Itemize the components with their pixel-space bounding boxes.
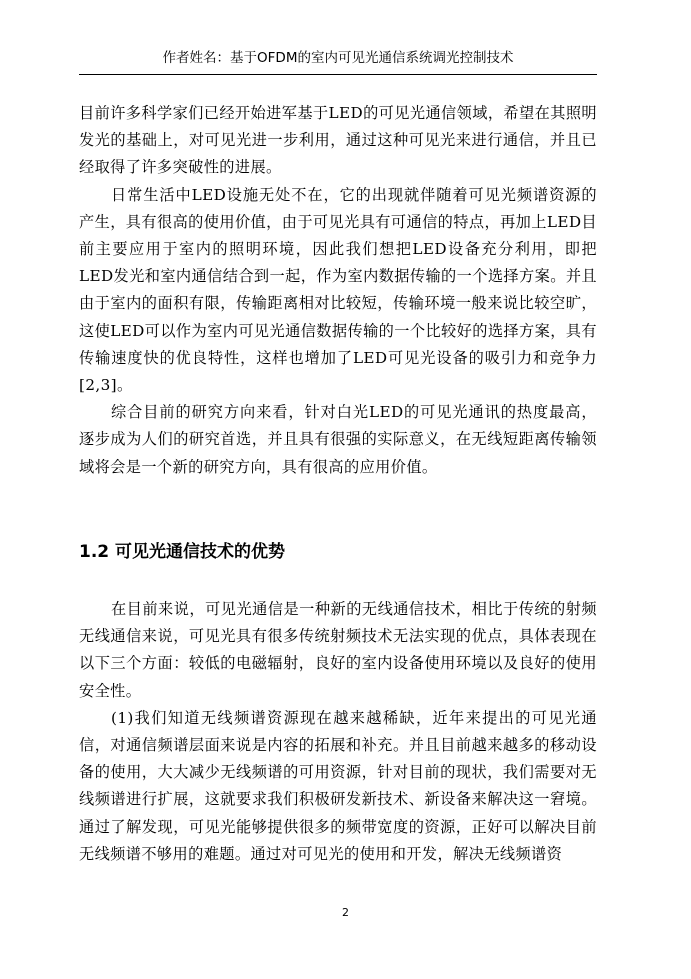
section-heading: 1.2 可见光通信技术的优势 [79,542,286,562]
body-section-bottom [79,596,597,868]
paragraph-led-everyday: 日常生活中LED设施无处不在，它的出现就伴随着可见光频谱资源的产生，具有很高的使用价值，由于可见光具有可通信的特点，再加上LED目前主要应用于室内的照明环境，因此我们想把LED设备充分利用，即把LED发光和室内通信结合到一起，作为室内数据传输的一个选择方案。并且由于室内的面积有限，传输距离相对比较短，传输环境一般来说比较空旷，这使LED可以作为室内可见光通信数据传输的一个比较好的选择方案，具有传输速度快的优良特性，这样也增加了LED可见光设备的吸引力和竞争力 [2,3]。 [79,185,597,395]
paragraph-intro-continued: 目前许多科学家们已经开始进军基于LED的可见光通信领域，希望在其照明发光的基础上，对可见光进一步利用，通过这种可见光来进行通信，并且已经取得了许多突破性的进展。 [79,104,597,177]
page-number: 2 [342,906,349,919]
paragraph-research-direction: 综合目前的研究方向来看，针对白光LED的可见光通讯的热度最高，逐步成为人们的研究首选，并且具有很强的实际意义，在无线短距离传输领域将会是一个新的研究方向，具有很高的应用价值。 [79,403,597,476]
running-header: 作者姓名：基于OFDM的室内可见光通信系统调光控制技术 [162,50,514,66]
body-section-top [79,100,597,481]
header-divider [79,74,597,75]
paragraph-advantages-intro: 在目前来说，可见光通信是一种新的无线通信技术，相比于传统的射频无线通信来说，可见光具有很多传统射频技术无法实现的优点，具体表现在以下三个方面：较低的电磁辐射，良好的室内设备使用环境以及良好的使用安全性。 [79,600,597,700]
paragraph-advantage-1: (1)我们知道无线频谱资源现在越来越稀缺，近年来提出的可见光通信，对通信频谱层面来说是内容的拓展和补充。并且目前越来越多的移动设备的使用，大大减少无线频谱的可用资源，针对目前的现状，我们需要对无线频谱进行扩展，这就要求我们积极研发新技术、新设备来解决这一窘境。通过了解发现，可见光能够提供很多的频带宽度的资源，正好可以解决目前无线频谱不够用的难题。通过对可见光的使用和开发，解决无线频谱资 [79,708,597,863]
